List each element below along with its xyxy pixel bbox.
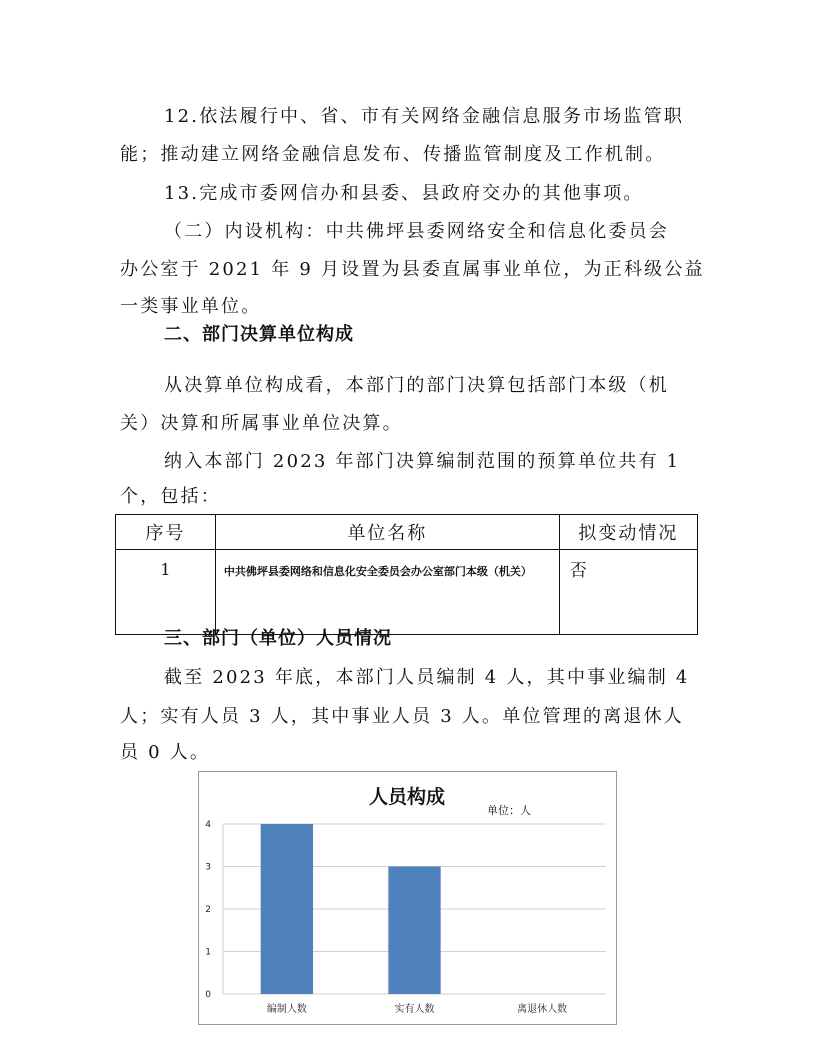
item13: 13.完成市委网信办和县委、县政府交办的其他事项。: [164, 183, 644, 204]
composition-line1: 从决算单位构成看，本部门的部门决算包括部门本级（机: [164, 375, 669, 396]
y-tick-label: 4: [205, 820, 211, 830]
cell-serial: 1: [116, 550, 216, 635]
y-tick-label: 1: [205, 947, 211, 958]
unit-table: [115, 514, 698, 635]
y-tick-label: 2: [205, 905, 211, 915]
scope-line2: 个，包括：: [120, 486, 221, 507]
bar-0: [261, 824, 313, 994]
x-category-label: 实有人数: [394, 1004, 435, 1015]
org-line2: 办公室于 2021 年 9 月设置为县委直属事业单位，为正科级公益: [120, 259, 705, 280]
item12-line1: 12.依法履行中、省、市有关网络金融信息服务市场监管职: [164, 106, 685, 127]
cell-change: 否: [559, 550, 697, 635]
staff-line2: 人；实有人员 3 人，其中事业人员 3 人。单位管理的离退休人: [120, 706, 684, 727]
x-category-label: 离退休人数: [517, 1004, 568, 1015]
staff-chart: [198, 771, 617, 1025]
chart-unit-label: 单位：人: [487, 804, 531, 817]
header-change: 拟变动情况: [559, 515, 697, 550]
section2-heading: 二、部门决算单位构成: [164, 324, 354, 345]
unit-table-header-row: [116, 515, 698, 550]
x-category-label: 编制人数: [266, 1004, 307, 1015]
staff-chart-svg: [199, 772, 616, 1024]
item12-line2: 能；推动建立网络金融信息发布、传播监管制度及工作机制。: [120, 144, 666, 165]
org-line1: （二）内设机构：中共佛坪县委网络安全和信息化委员会: [164, 221, 669, 242]
chart-title: 人员构成: [368, 786, 446, 808]
scope-line1: 纳入本部门 2023 年部门决算编制范围的预算单位共有 1: [164, 451, 681, 472]
section3-heading: 三、部门（单位）人员情况: [164, 628, 392, 649]
staff-line1: 截至 2023 年底，本部门人员编制 4 人，其中事业编制 4: [164, 667, 690, 688]
org-line3: 一类事业单位。: [120, 296, 262, 317]
y-tick-label: 0: [205, 990, 211, 1000]
header-serial: 序号: [116, 515, 216, 550]
y-tick-label: 3: [205, 862, 211, 873]
bar-1: [388, 867, 440, 995]
header-unit-name: 单位名称: [215, 515, 559, 550]
staff-line3: 员 0 人。: [120, 742, 211, 763]
composition-line2: 关）决算和所属事业单位决算。: [120, 413, 403, 434]
cell-unit-name: 中共佛坪县委网络和信息化安全委员会办公室部门本级（机关）: [215, 550, 559, 635]
